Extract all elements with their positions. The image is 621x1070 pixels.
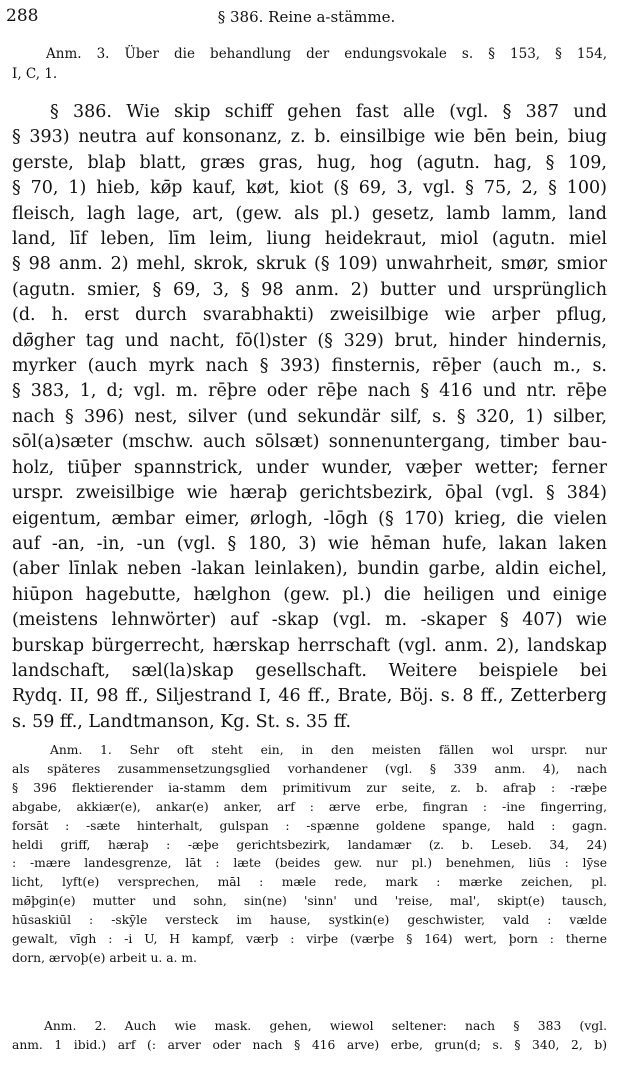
text-line: landschaft, sæl(la)skap gesellschaft. Weitere beispiele bei: [12, 660, 607, 681]
text-line: : -mære landesgrenze, lāt : læte (beides gew. nur pl.) benehmen, liūs : lȳse: [12, 856, 607, 871]
text-line: sōl(a)sæter (mschw. auch sōlsæt) sonnenuntergang, timber bau-: [12, 432, 607, 453]
text-line: I, C, 1.: [12, 66, 58, 82]
text-line: eigentum, æmbar eimer, ørlogh, -lōgh (§ 170) krieg, die vielen: [12, 508, 607, 529]
note-2: [12, 1017, 607, 1055]
text-line: (d. h. erst durch svarabhakti) zweisilbige wie arþer pflug,: [12, 305, 607, 326]
text-line: fleisch, lagh lage, art, (gew. als pl.) gesetz, lamb lamm, land: [12, 203, 607, 224]
text-line: urspr. zweisilbige wie hæraþ gerichtsbezirk, ōþal (vgl. § 384): [12, 483, 607, 504]
running-title: § 386. Reine a-stämme.: [217, 8, 396, 26]
text-line: hūsaskiūl : -skȳle versteck im hause, systkin(e) geschwister, vald : vælde: [12, 913, 607, 928]
text-line: § 383, 1, d; vgl. m. rēþre oder rēþe nach § 416 und ntr. rēþe: [12, 381, 607, 402]
text-line: myrker (auch myrk nach § 393) finsternis, rēþer (auch m., s.: [12, 356, 607, 377]
text-line: abgabe, akkiær(e), ankar(e) anker, arf : ærve erbe, fingran : -ine fingerring,: [12, 799, 607, 814]
text-line: s. 59 ff., Landtmanson, Kg. St. s. 35 ff.: [12, 711, 352, 732]
text-line: § 393) neutra auf konsonanz, z. b. einsilbige wie bēn bein, biug: [12, 127, 607, 148]
page-number: 288: [6, 6, 39, 26]
text-line: heldi griff, hæraþ : -æþe gerichtsbezirk, landamær (z. b. Leseb. 34, 24): [12, 837, 607, 852]
text-line: dorn, ærvoþ(e) arbeit u. a. m.: [12, 950, 197, 965]
note-3: [12, 44, 607, 84]
text-line: gerste, blaþ blatt, græs gras, hug, hog (agutn. hag, § 109,: [12, 152, 607, 173]
text-line: § 70, 1) hieb, kø̄p kauf, køt, kiot (§ 69, 3, vgl. § 75, 2, § 100): [12, 178, 607, 199]
text-line: mø̄þgin(e) mutter und sohn, sin(ne) 'sinn' und 'reise, mal', skipt(e) tausch,: [12, 894, 607, 909]
text-line: dø̄gher tag und nacht, fō(l)ster (§ 329) brut, hinder hindernis,: [12, 330, 607, 351]
text-line: § 98 anm. 2) mehl, skrok, skruk (§ 109) unwahrheit, smør, smior: [12, 254, 607, 275]
text-line: gewalt, vīgh : -i U, H kampf, værþ : virþe (værþe § 164) wert, þorn : therne: [12, 932, 607, 947]
text-line: licht, lyft(e) versprechen, māl : mæle rede, mark : mærke zeichen, pl.: [12, 875, 607, 890]
section-386-body: [12, 100, 607, 735]
text-line: nach § 396) nest, silver (und sekundär silf, s. § 320, 1) silber,: [12, 406, 607, 427]
text-line: auf -an, -in, -un (vgl. § 180, 3) wie hēman hufe, lakan laken: [12, 533, 607, 554]
text-line: forsāt : -sæte hinterhalt, gulspan : -spænne goldene spange, hald : gagn.: [12, 818, 607, 833]
text-line: hiūpon hagebutte, hælghon (gew. pl.) die heiligen und einige: [12, 584, 607, 605]
text-line: holz, tiūþer spannstrick, under wunder, væþer wetter; ferner: [12, 457, 607, 478]
text-line: Anm. 2. Auch wie mask. gehen, wiewol seltener: nach § 383 (vgl.: [44, 1019, 607, 1033]
text-line: Anm. 1. Sehr oft steht ein, in den meisten fällen wol urspr. nur: [50, 743, 607, 757]
note-1: [12, 741, 607, 968]
text-line: Anm. 3. Über die behandlung der endungsvokale s. § 153, § 154,: [46, 46, 607, 62]
text-line: anm. 1 ibid.) arf (: arver oder nach § 416 arve) erbe, grun(d; s. § 340, 2, b): [12, 1037, 607, 1052]
text-line: Rydq. II, 98 ff., Siljestrand I, 46 ff., Brate, Böj. s. 8 ff., Zetterberg: [12, 686, 607, 707]
running-header: [6, 6, 607, 30]
text-line: als späteres zusammensetzungsglied vorhandener (vgl. § 339 anm. 4), nach: [12, 761, 607, 776]
text-line: § 386. Wie skip schiff gehen fast alle (vgl. § 387 und: [50, 102, 607, 122]
text-line: § 396 flektierender ia-stamm dem primitivum zur seite, z. b. afraþ : -ræþe: [12, 780, 607, 795]
text-line: (meistens lehnwörter) auf -skap (vgl. m. -skaper § 407) wie: [12, 610, 607, 631]
text-line: land, līf leben, līm leim, liung heidekraut, miol (agutn. miel: [12, 229, 607, 250]
text-line: burskap bürgerrecht, hærskap herrschaft (vgl. anm. 2), landskap: [12, 635, 607, 656]
text-line: (agutn. smier, § 69, 3, § 98 anm. 2) butter und ursprünglich: [12, 279, 607, 300]
text-line: (aber līnlak neben -lakan leinlaken), bundin garbe, aldin eichel,: [12, 559, 607, 580]
